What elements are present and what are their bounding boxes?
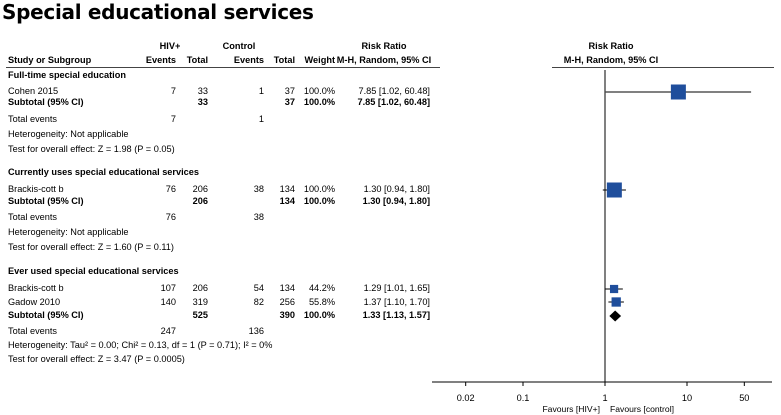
subtotal-total2: 390 — [279, 310, 295, 320]
events1-header: Events — [145, 55, 176, 65]
x-tick-label: 10 — [681, 393, 693, 403]
favours-left-label: Favours [HIV+] — [542, 404, 600, 414]
subtotal-weight: 100.0% — [303, 97, 335, 107]
page-title: Special educational services — [2, 0, 314, 24]
events1-cell: 107 — [160, 283, 176, 293]
favours-right-label: Favours [control] — [610, 404, 674, 414]
ci-cell: 7.85 [1.02, 60.48] — [358, 86, 430, 96]
subgroup-title: Ever used special educational services — [8, 266, 179, 276]
total-events1: 7 — [170, 114, 176, 124]
study-name: Gadow 2010 — [8, 297, 61, 307]
total2-header: Total — [273, 55, 295, 65]
study-name: Cohen 2015 — [8, 86, 59, 96]
heterogeneity-text: Heterogeneity: Not applicable — [8, 227, 129, 237]
ci-cell: 1.29 [1.01, 1.65] — [363, 283, 430, 293]
x-tick-label: 1 — [602, 393, 608, 403]
heterogeneity-text: Heterogeneity: Tau² = 0.00; Chi² = 0.13, df = 1 (P = 0.71); I² = 0% — [8, 340, 273, 350]
subtotal-weight: 100.0% — [303, 196, 335, 206]
plot-method-header: M-H, Random, 95% CI — [563, 55, 659, 65]
total-events2: 1 — [258, 114, 264, 124]
subgroup-title: Full-time special education — [8, 70, 126, 80]
overall-effect-text: Test for overall effect: Z = 1.98 (P = 0.05) — [8, 144, 175, 154]
rr-method-header: M-H, Random, 95% CI — [336, 55, 432, 65]
total2-cell: 37 — [284, 86, 295, 96]
total2-cell: 256 — [279, 297, 295, 307]
study-marker — [607, 183, 622, 198]
study-name: Brackis-cott b — [8, 283, 64, 293]
total-events-label: Total events — [8, 212, 58, 222]
study-marker — [610, 285, 618, 293]
total1-cell: 33 — [197, 86, 208, 96]
total1-cell: 206 — [192, 283, 208, 293]
events2-cell: 82 — [253, 297, 264, 307]
total1-cell: 319 — [192, 297, 208, 307]
total1-cell: 206 — [192, 184, 208, 194]
summary-diamond — [609, 311, 621, 322]
subtotal-ci: 1.33 [1.13, 1.57] — [362, 310, 430, 320]
weight-cell: 44.2% — [308, 283, 335, 293]
total2-cell: 134 — [279, 184, 295, 194]
total-events2: 38 — [253, 212, 264, 222]
total-events1: 247 — [160, 326, 176, 336]
subtotal-total2: 37 — [284, 97, 295, 107]
subtotal-weight: 100.0% — [303, 310, 335, 320]
study-name: Brackis-cott b — [8, 184, 64, 194]
rr-title-header: Risk Ratio — [361, 41, 407, 51]
subtotal-label: Subtotal (95% CI) — [8, 97, 84, 107]
events2-header: Events — [233, 55, 264, 65]
subtotal-ci: 7.85 [1.02, 60.48] — [357, 97, 430, 107]
total-events-label: Total events — [8, 326, 58, 336]
weight-header: Weight — [304, 55, 335, 65]
subtotal-total1: 525 — [192, 310, 208, 320]
subtotal-ci: 1.30 [0.94, 1.80] — [362, 196, 430, 206]
subgroup-title: Currently uses special educational services — [8, 167, 199, 177]
subtotal-total1: 206 — [192, 196, 208, 206]
total2-cell: 134 — [279, 283, 295, 293]
weight-cell: 100.0% — [303, 86, 335, 96]
x-tick-label: 0.02 — [456, 393, 475, 403]
weight-cell: 100.0% — [303, 184, 335, 194]
total1-header: Total — [186, 55, 208, 65]
study-header: Study or Subgroup — [8, 55, 92, 65]
overall-effect-text: Test for overall effect: Z = 3.47 (P = 0.0005) — [8, 354, 185, 364]
events2-cell: 1 — [258, 86, 264, 96]
events1-cell: 140 — [160, 297, 176, 307]
ci-cell: 1.37 [1.10, 1.70] — [363, 297, 430, 307]
events2-cell: 54 — [253, 283, 264, 293]
heterogeneity-text: Heterogeneity: Not applicable — [8, 129, 129, 139]
plot-title-header: Risk Ratio — [588, 41, 634, 51]
x-tick-label: 50 — [739, 393, 750, 403]
subtotal-label: Subtotal (95% CI) — [8, 310, 84, 320]
study-marker — [612, 297, 621, 306]
study-marker — [671, 85, 686, 100]
total-events1: 76 — [165, 212, 176, 222]
overall-effect-text: Test for overall effect: Z = 1.60 (P = 0.11) — [8, 242, 174, 252]
subtotal-total2: 134 — [279, 196, 295, 206]
group1-header: HIV+ — [159, 41, 181, 51]
x-tick-label: 0.1 — [516, 393, 530, 403]
total-events-label: Total events — [8, 114, 58, 124]
events1-cell: 7 — [170, 86, 176, 96]
weight-cell: 55.8% — [308, 297, 335, 307]
subtotal-label: Subtotal (95% CI) — [8, 196, 84, 206]
ci-cell: 1.30 [0.94, 1.80] — [363, 184, 430, 194]
events2-cell: 38 — [253, 184, 264, 194]
subtotal-total1: 33 — [197, 97, 208, 107]
events1-cell: 76 — [165, 184, 176, 194]
group2-header: Control — [222, 41, 256, 51]
total-events2: 136 — [248, 326, 264, 336]
